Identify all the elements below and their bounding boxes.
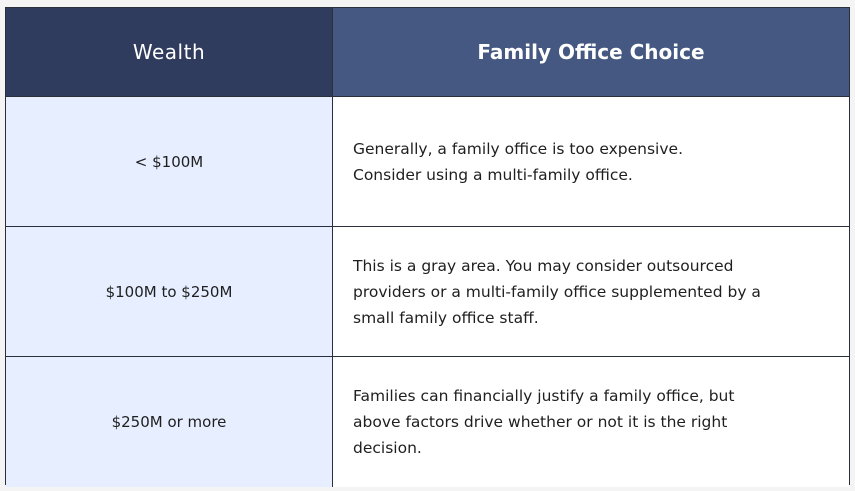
family-office-table (5, 7, 850, 485)
header-wealth: Wealth (6, 8, 333, 96)
choice-line: providers or a multi-family office supplemented by a (353, 283, 761, 301)
table-row (6, 356, 849, 487)
table-row (6, 226, 849, 357)
table-header-row (6, 8, 849, 96)
choice-line: small family office staff. (353, 309, 539, 327)
choice-line: Consider using a multi-family office. (353, 166, 633, 184)
choice-cell (333, 97, 849, 227)
choice-text (353, 136, 683, 188)
choice-line: decision. (353, 439, 422, 457)
table-row (6, 96, 849, 227)
choice-cell (333, 357, 849, 487)
wealth-cell: < $100M (6, 97, 333, 227)
wealth-cell: $100M to $250M (6, 227, 333, 357)
choice-line: above factors drive whether or not it is the right (353, 413, 728, 431)
choice-line: This is a gray area. You may consider outsourced (353, 257, 734, 275)
choice-line: Families can financially justify a family office, but (353, 387, 735, 405)
choice-cell (333, 227, 849, 357)
choice-text (353, 383, 734, 461)
choice-line: Generally, a family office is too expensive. (353, 140, 683, 158)
choice-text (353, 253, 761, 331)
wealth-cell: $250M or more (6, 357, 333, 487)
header-family-office-choice: Family Office Choice (333, 8, 849, 96)
